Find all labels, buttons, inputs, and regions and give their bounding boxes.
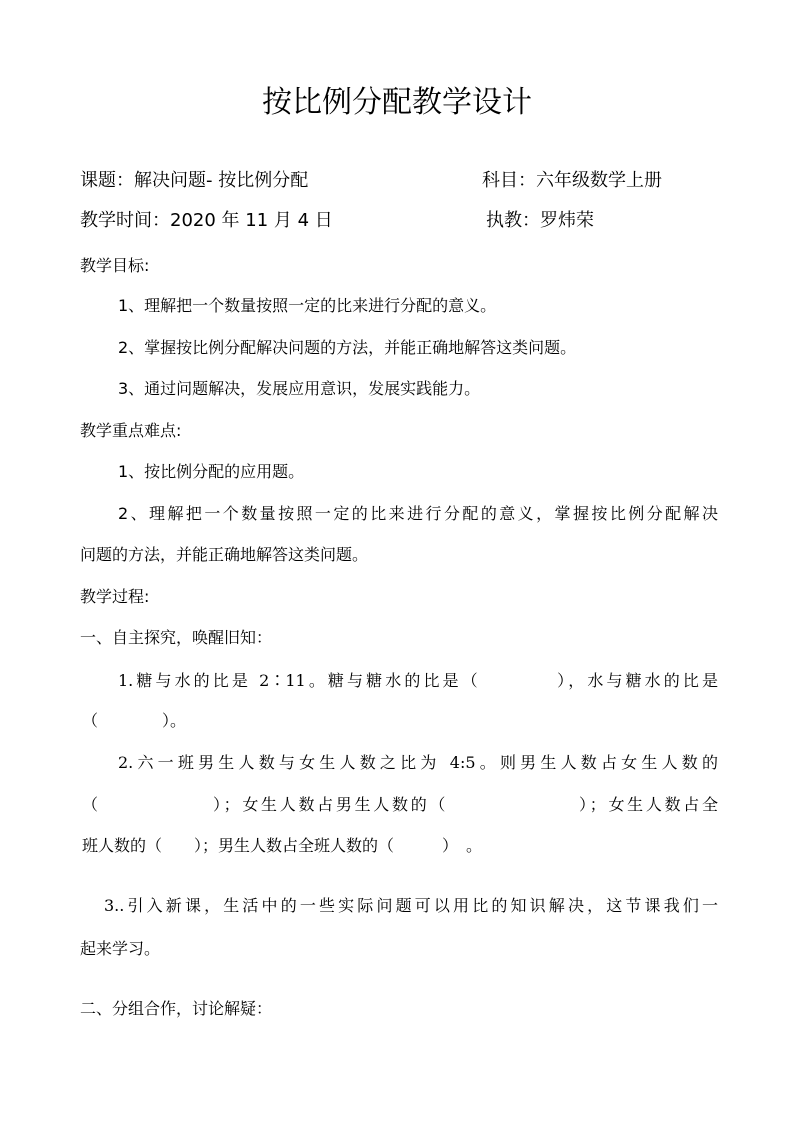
date-label: 教学时间：2020 年 11 月 4 日 [80,210,333,231]
key-point-item-continued: 问题的方法，并能正确地解答这类问题。 [80,545,369,564]
objective-item: 3、通过问题解决，发展应用意识，发展实践能力。 [118,379,481,398]
objectives-heading: 教学目标: [80,256,150,275]
page-title: 按比例分配教学设计 [262,85,532,120]
question-two: 2.六一班男生人数与女生人数之比为 4:5。则男生人数占女生人数的 [118,753,718,772]
topic-label: 课题：解决问题- 按比例分配 [80,170,309,191]
question-three-continued: 起来学习。 [80,939,161,958]
section-two-heading: 二、分组合作，讨论解疑： [80,999,273,1018]
objective-item: 2、掌握按比例分配解决问题的方法，并能正确地解答这类问题。 [118,338,577,357]
key-point-item: 2、理解把一个数量按照一定的比来进行分配的意义，掌握按比例分配解决 [118,504,718,523]
teacher-label: 执教：罗炜荣 [486,210,594,231]
section-one-heading: 一、自主探究，唤醒旧知： [80,628,273,647]
objective-item: 1、理解把一个数量按照一定的比来进行分配的意义。 [118,296,497,315]
question-one: 1.糖与水的比是 2∶11。糖与糖水的比是（ ），水与糖水的比是 [118,671,718,690]
subject-label: 科目：六年级数学上册 [482,170,662,191]
process-heading: 教学过程: [80,587,150,606]
key-points-heading: 教学重点难点: [80,421,182,440]
question-two-end: 班人数的（ ）；男生人数占全班人数的（ ） 。 [82,836,483,855]
question-one-continued: （ ）。 [82,711,187,730]
question-two-continued: （ ）；女生人数占男生人数的（ ）；女生人数占全 [82,795,718,814]
question-three: 3..引入新课，生活中的一些实际问题可以用比的知识解决，这节课我们一 [104,896,718,915]
key-point-item: 1、按比例分配的应用题。 [118,462,305,481]
